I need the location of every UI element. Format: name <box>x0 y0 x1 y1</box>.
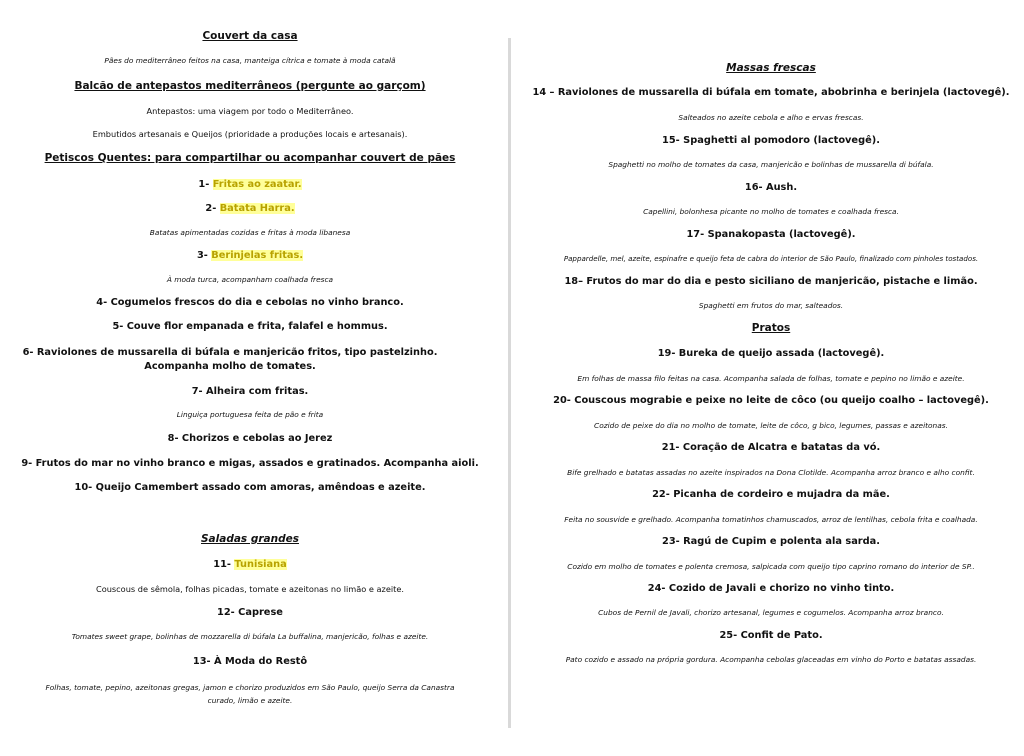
dish-13: 13- À Moda do Restô <box>192 656 308 667</box>
dish-18: 18– Frutos do mar do dia e pesto siciliano de manjericão, pistache e limão. <box>564 276 978 287</box>
dish-9: 9- Frutos do mar no vinho branco e migas, assados e gratinados. Acompanha aioli. <box>21 458 479 469</box>
dish-7-desc: Linguiça portuguesa feita de pão e frita <box>176 410 324 419</box>
dish-16-desc: Capellini, bolonhesa picante no molho de tomates e coalhada fresca. <box>643 207 899 216</box>
massas-title: Massas frescas <box>726 62 816 74</box>
pratos-title: Pratos <box>751 322 791 334</box>
dish-24: 24- Cozido de Javali e chorizo no vinho tinto. <box>647 583 895 594</box>
dish-14-desc: Salteados no azeite cebola e alho e ervas frescas. <box>678 113 864 122</box>
dish-25-desc: Pato cozido e assado na própria gordura. Acompanha cebolas glaceadas em vinho do Porto e batatas assadas. <box>565 655 977 664</box>
dish-21-desc: Bife grelhado e batatas assadas no azeite inspirados na Dona Clotilde. Acompanha arroz branco e alho confit. <box>567 468 975 477</box>
column-divider <box>508 38 511 728</box>
dish-23-desc: Cozido em molho de tomates e polenta cremosa, salpicada com queijo tipo caprino romano do interior de SP.. <box>567 562 975 571</box>
dish-18-desc: Spaghetti em frutos do mar, salteados. <box>698 301 844 310</box>
dish-21: 21- Coração de Alcatra e batatas da vó. <box>661 442 881 453</box>
dish-14: 14 – Raviolones de mussarella di búfala em tomate, abobrinha e berinjela (lactovegê). <box>532 87 1010 98</box>
dish-22: 22- Picanha de cordeiro e mujadra da mãe. <box>652 489 890 500</box>
dish-15-desc: Spaghetti no molho de tomates da casa, manjericão e bolinhas de mussarella di búfala. <box>608 160 934 169</box>
balcao-title: Balcão de antepastos mediterrâneos (pergunte ao garçom) <box>74 80 426 92</box>
dish-10: 10- Queijo Camembert assado com amoras, amêndoas e azeite. <box>74 482 426 493</box>
left-column <box>0 0 500 756</box>
dish-4: 4- Cogumelos frescos do dia e cebolas no vinho branco. <box>96 297 404 308</box>
dish-20: 20- Couscous mograbie e peixe no leite de côco (ou queijo coalho – lactovegê). <box>553 395 989 406</box>
dish-2: 2- Batata Harra. <box>205 203 295 214</box>
dish-11: 11- Tunisiana <box>213 559 287 570</box>
dish-20-desc: Cozido de peixe do dia no molho de tomate, leite de côco, g bico, legumes, passas e azeitonas. <box>594 421 948 430</box>
dish-25: 25- Confit de Pato. <box>719 630 823 641</box>
dish-5: 5- Couve flor empanada e frita, falafel e hommus. <box>112 321 388 332</box>
dish-13-desc: Folhas, tomate, pepino, azeitonas gregas, jamon e chorizo produzidos em São Paulo, queijo Serra da Canastra curado, limão e azeite. <box>45 683 455 705</box>
petiscos-title: Petiscos Quentes: para compartilhar ou acompanhar couvert de pães <box>44 152 456 164</box>
dish-19: 19- Bureka de queijo assada (lactovegê). <box>657 348 885 359</box>
dish-1-highlight: Fritas ao zaatar. <box>212 179 302 190</box>
dish-22-desc: Feita no sousvide e grelhado. Acompanha tomatinhos chamuscados, arroz de lentilhas, cebola frita e coalhada. <box>564 515 978 524</box>
dish-11-desc: Couscous de sêmola, folhas picadas, tomate e azeitonas no limão e azeite. <box>96 584 404 594</box>
dish-2-highlight: Batata Harra. <box>219 203 295 214</box>
right-column <box>518 0 1024 756</box>
dish-2-desc: Batatas apimentadas cozidas e fritas à moda libanesa <box>149 228 351 237</box>
dish-8: 8- Chorizos e cebolas ao Jerez <box>167 433 333 444</box>
balcao-line-2: Embutidos artesanais e Queijos (prioridade a produções locais e artesanais). <box>92 129 408 139</box>
dish-17-desc: Pappardelle, mel, azeite, espinafre e queijo feta de cabra do interior de São Paulo, finalizado com pinholes tostados. <box>563 254 979 263</box>
dish-12-desc: Tomates sweet grape, bolinhas de mozzarella di búfala La buffalina, manjericão, folhas e azeite. <box>71 632 429 641</box>
dish-12: 12- Caprese <box>217 607 283 618</box>
dish-19-desc: Em folhas de massa filo feitas na casa. Acompanha salada de folhas, tomate e pepino no limão e azeite. <box>577 374 965 383</box>
dish-17: 17- Spanakopasta (lactovegê). <box>686 229 856 240</box>
dish-6: 6- Raviolones de mussarella di búfala e manjericão fritos, tipo pastelzinho. Acompanha molho de tomates. <box>22 347 438 372</box>
dish-3-highlight: Berinjelas fritas. <box>211 250 304 261</box>
dish-23: 23- Ragú de Cupim e polenta ala sarda. <box>662 536 880 547</box>
couvert-title: Couvert da casa <box>202 30 298 42</box>
couvert-desc: Pães do mediterrâneo feitos na casa, manteiga cítrica e tomate à moda catalã <box>104 56 396 65</box>
saladas-title: Saladas grandes <box>201 533 299 545</box>
dish-15: 15- Spaghetti al pomodoro (lactovegê). <box>662 135 880 146</box>
dish-3: 3- Berinjelas fritas. <box>196 250 304 261</box>
dish-1: 1- Fritas ao zaatar. <box>198 179 302 190</box>
dish-7: 7- Alheira com fritas. <box>191 386 309 397</box>
dish-3-desc: À moda turca, acompanham coalhada fresca <box>166 275 334 284</box>
balcao-line-1: Antepastos: uma viagem por todo o Mediterrâneo. <box>146 106 354 116</box>
dish-16: 16- Aush. <box>744 182 798 193</box>
dish-11-highlight: Tunisiana <box>234 559 287 570</box>
dish-24-desc: Cubos de Pernil de Javali, chorizo artesanal, legumes e cogumelos. Acompanha arroz branco. <box>598 608 944 617</box>
